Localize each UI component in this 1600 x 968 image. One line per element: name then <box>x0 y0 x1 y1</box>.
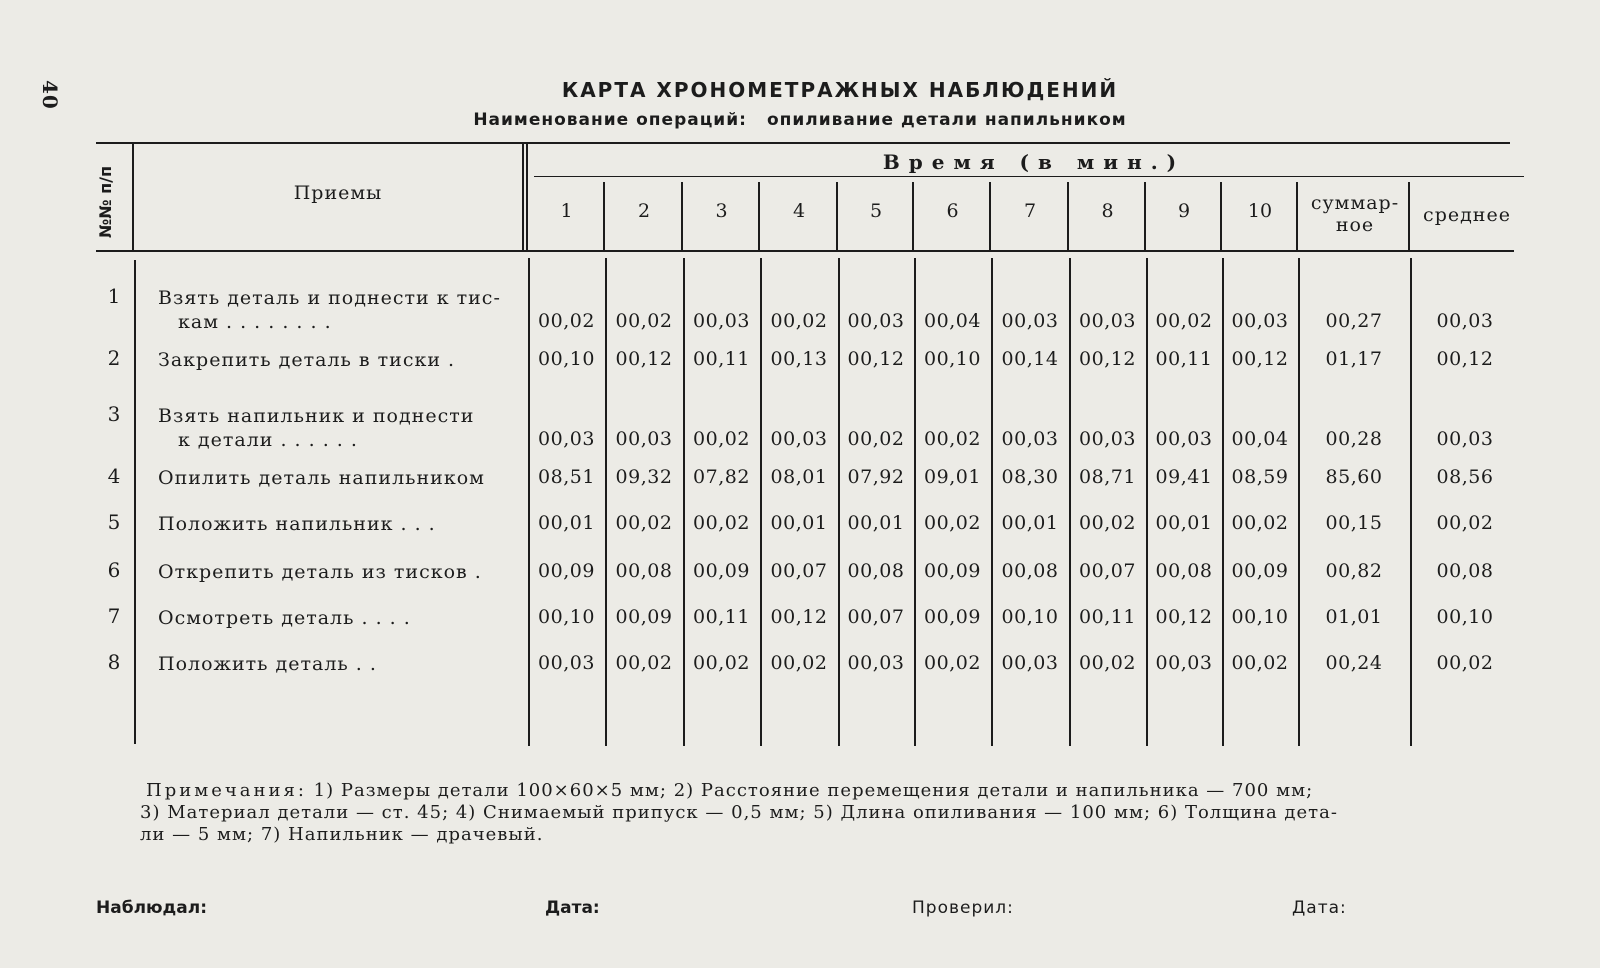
time-cell: 08,01 <box>770 466 828 488</box>
time-cell: 00,09 <box>538 560 595 582</box>
time-cell: 07,92 <box>847 466 905 488</box>
notes-line-3: ли — 5 мм; 7) Напильник — драчевый. <box>140 824 544 845</box>
row-number: 7 <box>107 604 121 628</box>
sum-column-header: суммар- ное <box>1310 192 1400 236</box>
header-bottom-border <box>96 250 1514 252</box>
time-cell: 00,12 <box>615 348 673 370</box>
document-subtitle <box>0 110 1600 130</box>
avg-column-header: среднее <box>1423 204 1511 226</box>
time-cell: 00,03 <box>847 310 905 332</box>
time-cell: 00,03 <box>770 428 828 450</box>
time-cell: 00,10 <box>1001 606 1059 628</box>
observation-column-header: 8 <box>1101 200 1114 222</box>
time-cell: 00,10 <box>924 348 981 370</box>
time-cell: 00,12 <box>770 606 828 628</box>
col-sep-num <box>132 142 134 250</box>
num-column-header: №№ п/п <box>96 165 115 238</box>
time-cell: 00,07 <box>770 560 828 582</box>
time-cell: 00,09 <box>924 560 981 582</box>
time-cell: 00,03 <box>1001 428 1059 450</box>
time-cell: 00,02 <box>615 512 673 534</box>
date-label-2: Дата: <box>1292 898 1347 918</box>
time-cell: 09,41 <box>1155 466 1213 488</box>
subtitle-value: опиливание детали напильником <box>766 110 1127 130</box>
row-label: Опилить деталь напильником <box>158 467 485 489</box>
row-number: 8 <box>107 650 121 674</box>
observed-label: Наблюдал: <box>96 898 207 918</box>
avg-cell: 00,08 <box>1436 560 1494 582</box>
time-cell: 00,12 <box>1079 348 1136 370</box>
avg-cell: 00,12 <box>1436 348 1494 370</box>
time-cell: 00,03 <box>1001 310 1059 332</box>
time-cell: 00,02 <box>847 428 905 450</box>
time-cell: 00,03 <box>693 310 750 332</box>
date-label-1: Дата: <box>545 898 600 918</box>
time-cell: 00,03 <box>538 428 595 450</box>
row-label: Взять деталь и поднести к тис- кам . . . . . . . . <box>158 287 501 333</box>
time-cell: 00,11 <box>1079 606 1136 628</box>
sum-cell: 00,24 <box>1325 652 1383 674</box>
time-cell: 00,01 <box>770 512 828 534</box>
avg-cell: 00,02 <box>1436 652 1494 674</box>
subtitle-label: Наименование операций: <box>473 110 747 130</box>
sum-cell: 01,01 <box>1325 606 1383 628</box>
notes-lead: Примечания: <box>146 780 307 801</box>
document-title: КАРТА ХРОНОМЕТРАЖНЫХ НАБЛЮДЕНИЙ <box>561 78 1119 102</box>
notes <box>140 780 1526 846</box>
time-cell: 00,03 <box>1079 310 1136 332</box>
time-cell: 00,12 <box>1231 348 1289 370</box>
priemy-column-header: Приемы <box>293 182 383 204</box>
sum-cell: 00,28 <box>1325 428 1383 450</box>
time-cell: 00,13 <box>770 348 828 370</box>
time-cell: 00,12 <box>847 348 905 370</box>
sum-cell: 00,27 <box>1325 310 1383 332</box>
time-cell: 00,11 <box>1155 348 1213 370</box>
time-cell: 08,59 <box>1231 466 1289 488</box>
time-cell: 00,02 <box>693 652 750 674</box>
time-cell: 00,10 <box>1231 606 1289 628</box>
time-cell: 00,03 <box>847 652 905 674</box>
observation-column-header: 5 <box>869 200 883 222</box>
time-cell: 08,30 <box>1001 466 1059 488</box>
row-label: Положить деталь . . <box>158 653 377 675</box>
col-sep-num-body <box>134 260 136 744</box>
row-label: Закрепить деталь в тиски . <box>158 349 456 371</box>
time-cell: 00,04 <box>1231 428 1289 450</box>
sum-cell: 85,60 <box>1325 466 1383 488</box>
time-cell: 00,01 <box>847 512 905 534</box>
time-group-header: Время (в мин.) <box>882 150 1186 174</box>
observation-column-header: 4 <box>792 200 806 222</box>
time-cell: 00,03 <box>1155 652 1213 674</box>
sum-cell: 01,17 <box>1325 348 1383 370</box>
row-number: 1 <box>107 284 121 308</box>
row-number: 6 <box>107 558 121 582</box>
time-header-underline <box>534 176 1524 177</box>
row-label: Взять напильник и поднести к детали . . . . . . <box>158 405 475 451</box>
time-cell: 00,09 <box>693 560 750 582</box>
time-cell: 00,02 <box>1231 512 1289 534</box>
row-number: 5 <box>107 510 121 534</box>
observation-column-header: 3 <box>715 200 728 222</box>
page-number: 40 <box>38 80 62 110</box>
time-cell: 00,11 <box>693 348 750 370</box>
time-cell: 00,03 <box>1001 652 1059 674</box>
observation-column-header: 7 <box>1023 200 1037 222</box>
row-number: 2 <box>107 346 121 370</box>
time-cell: 09,32 <box>615 466 673 488</box>
time-cell: 00,01 <box>1155 512 1213 534</box>
avg-cell: 08,56 <box>1436 466 1494 488</box>
checked-label: Проверил: <box>912 898 1014 918</box>
time-cell: 00,03 <box>538 652 595 674</box>
time-cell: 00,02 <box>924 652 981 674</box>
time-cell: 00,08 <box>847 560 905 582</box>
observation-column-header: 2 <box>637 200 651 222</box>
time-cell: 00,02 <box>1231 652 1289 674</box>
time-cell: 00,03 <box>1231 310 1289 332</box>
time-cell: 00,01 <box>538 512 595 534</box>
time-cell: 08,51 <box>538 466 595 488</box>
sum-cell: 00,15 <box>1325 512 1383 534</box>
time-cell: 00,02 <box>770 652 828 674</box>
time-cell: 08,71 <box>1079 466 1136 488</box>
time-cell: 00,09 <box>924 606 981 628</box>
notes-line-1: 1) Размеры детали 100×60×5 мм; 2) Расстояние перемещения детали и напильника — 700 мм; <box>313 780 1314 801</box>
time-cell: 00,10 <box>538 348 595 370</box>
time-cell: 00,03 <box>1155 428 1213 450</box>
time-cell: 00,11 <box>693 606 750 628</box>
time-cell: 00,07 <box>1079 560 1136 582</box>
time-cell: 00,02 <box>924 428 981 450</box>
time-cell: 00,02 <box>538 310 595 332</box>
time-cell: 00,02 <box>693 428 750 450</box>
time-cell: 00,02 <box>615 652 673 674</box>
time-cell: 00,08 <box>615 560 673 582</box>
time-cell: 00,02 <box>1155 310 1213 332</box>
time-cell: 00,03 <box>615 428 673 450</box>
time-cell: 00,03 <box>1079 428 1136 450</box>
row-number: 4 <box>107 464 121 488</box>
avg-cell: 00,02 <box>1436 512 1494 534</box>
observation-column-header: 6 <box>946 200 959 222</box>
time-cell: 07,82 <box>693 466 750 488</box>
observation-column-header: 1 <box>560 200 573 222</box>
time-cell: 00,07 <box>847 606 905 628</box>
time-cell: 00,12 <box>1155 606 1213 628</box>
time-cell: 00,08 <box>1155 560 1213 582</box>
observation-column-header: 9 <box>1177 200 1191 222</box>
time-cell: 00,08 <box>1001 560 1059 582</box>
time-cell: 00,02 <box>693 512 750 534</box>
time-cell: 09,01 <box>924 466 981 488</box>
time-cell: 00,02 <box>924 512 981 534</box>
time-cell: 00,04 <box>924 310 981 332</box>
avg-cell: 00,10 <box>1436 606 1494 628</box>
table-top-border <box>96 142 1510 144</box>
row-label: Положить напильник . . . <box>158 513 436 535</box>
row-number: 3 <box>107 402 121 426</box>
time-cell: 00,02 <box>1079 512 1136 534</box>
time-cell: 00,09 <box>615 606 673 628</box>
avg-cell: 00,03 <box>1436 310 1494 332</box>
time-cell: 00,10 <box>538 606 595 628</box>
time-cell: 00,02 <box>1079 652 1136 674</box>
row-label: Осмотреть деталь . . . . <box>158 607 411 629</box>
notes-line-2: 3) Материал детали — ст. 45; 4) Снимаемый припуск — 0,5 мм; 5) Длина опиливания — 100 мм; 6) Толщина дета- <box>140 802 1338 823</box>
observation-column-header: 10 <box>1247 200 1273 222</box>
time-cell: 00,09 <box>1231 560 1289 582</box>
row-label: Открепить деталь из тисков . <box>158 561 482 583</box>
time-cell: 00,02 <box>615 310 673 332</box>
time-cell: 00,14 <box>1001 348 1059 370</box>
sum-cell: 00,82 <box>1325 560 1383 582</box>
avg-cell: 00,03 <box>1436 428 1494 450</box>
time-cell: 00,02 <box>770 310 828 332</box>
time-cell: 00,01 <box>1001 512 1059 534</box>
